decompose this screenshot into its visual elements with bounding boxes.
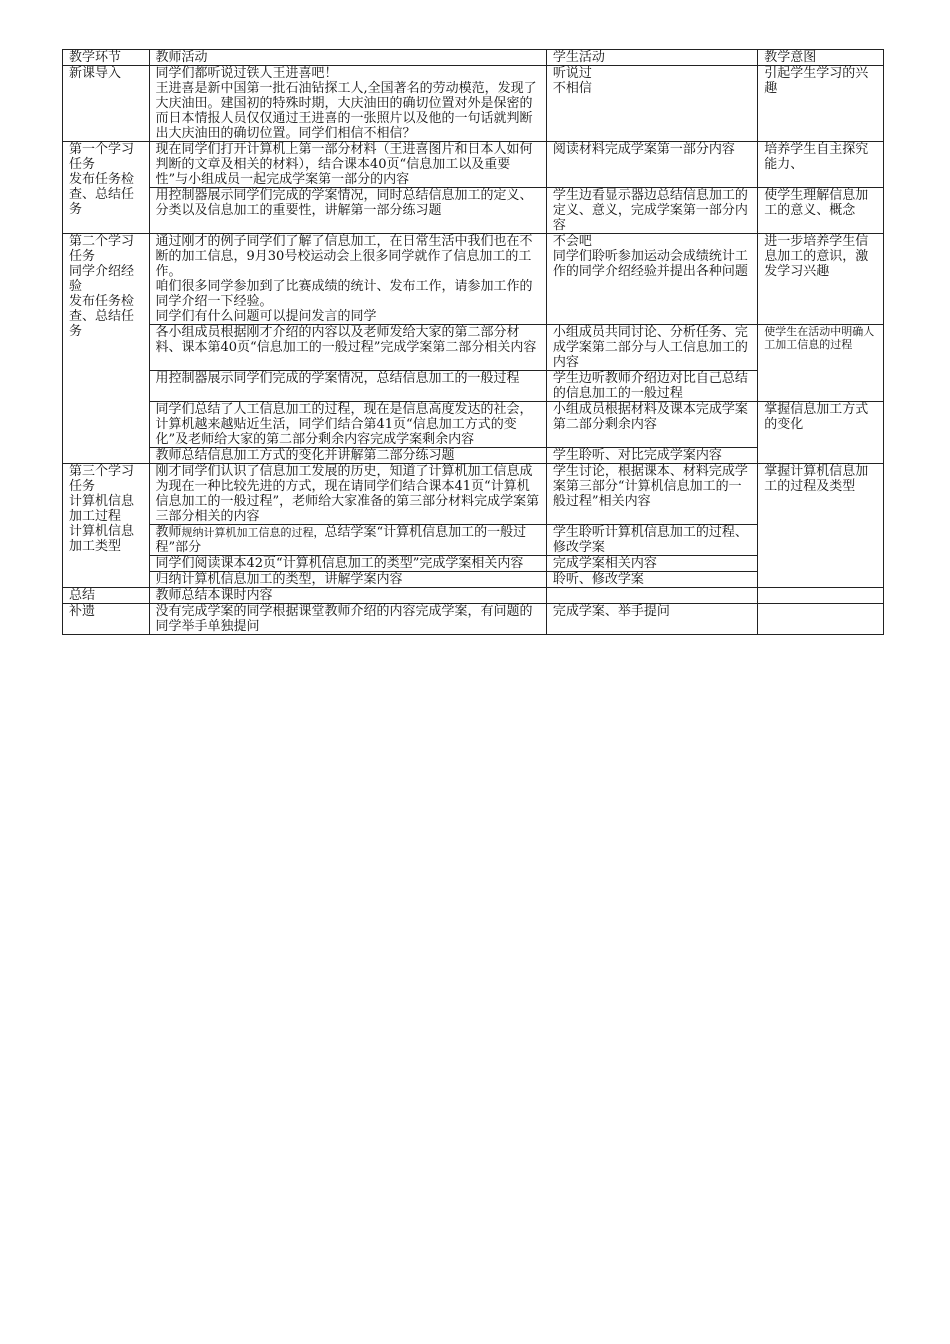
table-row — [63, 66, 884, 142]
teacher-cell: 各小组成员根据刚才介绍的内容以及老师发给大家的第二部分材料、课本第40页“信息加工的一般过程”完成学案第二部分相关内容 — [149, 325, 546, 371]
teacher-cell: 没有完成学案的同学根据课堂教师介绍的内容完成学案，有问题的同学举手单独提问 — [149, 604, 546, 635]
intent-cell — [758, 588, 884, 604]
header-row — [63, 50, 884, 66]
stage-cell: 第一个学习任务 发布任务检查、总结任务 — [63, 142, 150, 234]
intent-cell: 进一步培养学生信息加工的意识，激发学习兴趣 — [758, 234, 884, 325]
table-row — [63, 234, 884, 325]
teacher-text: 总结学案“计算机信息加工的一般过程”部分 — [155, 525, 527, 555]
table-row — [63, 188, 884, 234]
intent-cell: 掌握信息加工方式的变化 — [758, 402, 884, 464]
student-cell: 聆听、修改学案 — [546, 572, 757, 588]
intent-cell: 培养学生自主探究能力、 — [758, 142, 884, 188]
teacher-cell: 同学们总结了人工信息加工的过程，现在是信息高度发达的社会，计算机越来越贴近生活，同学们结合第41页“信息加工方式的变化”及老师给大家的第二部分剩余内容完成学案剩余内容 — [149, 402, 546, 448]
student-cell: 完成学案、举手提问 — [546, 604, 757, 635]
student-cell: 完成学案相关内容 — [546, 556, 757, 572]
teacher-cell: 通过刚才的例子同学们了解了信息加工，在日常生活中我们也在不断的加工信息，9月30号校运动会上很多同学就作了信息加工的工作。 咱们很多同学参加到了比赛成绩的统计、发布工作，请参加工作的同学介绍一下经验。 同学们有什么问题可以提问发言的同学 — [149, 234, 546, 325]
intent-cell: 掌握计算机信息加工的过程及类型 — [758, 464, 884, 588]
student-cell: 听说过 不相信 — [546, 66, 757, 142]
teacher-text: 教师 — [155, 525, 182, 540]
header-teacher: 教师活动 — [149, 50, 546, 66]
student-cell: 小组成员根据材料及课本完成学案第二部分剩余内容 — [546, 402, 757, 448]
intent-cell: 引起学生学习的兴趣 — [758, 66, 884, 142]
student-cell: 学生边听教师介绍边对比自己总结的信息加工的一般过程 — [546, 371, 757, 402]
table-row — [63, 604, 884, 635]
lesson-plan-table — [62, 49, 884, 635]
intent-cell: 使学生理解信息加工的意义、概念 — [758, 188, 884, 234]
student-cell: 学生聆听、对比完成学案内容 — [546, 448, 757, 464]
teacher-cell: 教师总结信息加工方式的变化并讲解第二部分练习题 — [149, 448, 546, 464]
intent-cell: 使学生在活动中明确人工加工信息的过程 — [758, 325, 884, 402]
teacher-cell: 刚才同学们认识了信息加工发展的历史，知道了计算机加工信息成为现在一种比较先进的方式，现在请同学们结合课本41页“计算机信息加工的一般过程”，老师给大家准备的第三部分材料完成学案第三部分相关的内容 — [149, 464, 546, 525]
student-cell: 不会吧 同学们聆听参加运动会成绩统计工作的同学介绍经验并提出各种问题 — [546, 234, 757, 325]
student-cell: 学生边看显示器边总结信息加工的定义、意义，完成学案第一部分内容 — [546, 188, 757, 234]
stage-cell: 新课导入 — [63, 66, 150, 142]
table-row — [63, 325, 884, 371]
teacher-cell: 同学们阅读课本42页“计算机信息加工的类型”完成学案相关内容 — [149, 556, 546, 572]
stage-cell: 第二个学习任务 同学介绍经验 发布任务检查、总结任务 — [63, 234, 150, 464]
header-student: 学生活动 — [546, 50, 757, 66]
table-row — [63, 402, 884, 448]
table-row — [63, 142, 884, 188]
stage-cell: 第三个学习任务 计算机信息加工过程 计算机信息加工类型 — [63, 464, 150, 588]
teacher-cell: 用控制器展示同学们完成的学案情况，同时总结信息加工的定义、分类以及信息加工的重要性，讲解第一部分练习题 — [149, 188, 546, 234]
teacher-text-small: 规纳计算机加工信息的过程， — [181, 526, 325, 539]
teacher-cell: 同学们都听说过铁人王进喜吧！ 王进喜是新中国第一批石油钻探工人,全国著名的劳动模范，发现了大庆油田。建国初的特殊时期，大庆油田的确切位置对外是保密的而日本情报人员仅仅通过王进喜的一张照片以及他的一句话就判断出大庆油田的确切位置。同学们相信不相信？ — [149, 66, 546, 142]
table-row — [63, 464, 884, 525]
teacher-cell: 现在同学们打开计算机上第一部分材料（王进喜图片和日本人如何判断的文章及相关的材料），结合课本40页“信息加工以及重要性”与小组成员一起完成学案第一部分的内容 — [149, 142, 546, 188]
header-intent: 教学意图 — [758, 50, 884, 66]
stage-cell: 总结 — [63, 588, 150, 604]
stage-cell: 补遗 — [63, 604, 150, 635]
teacher-cell: 用控制器展示同学们完成的学案情况，总结信息加工的一般过程 — [149, 371, 546, 402]
student-cell: 小组成员共同讨论、分析任务、完成学案第二部分与人工信息加工的内容 — [546, 325, 757, 371]
student-cell — [546, 588, 757, 604]
student-cell: 学生聆听计算机信息加工的过程、修改学案 — [546, 525, 757, 556]
table-row — [63, 588, 884, 604]
teacher-cell: 归纳计算机信息加工的类型，讲解学案内容 — [149, 572, 546, 588]
teacher-cell: 教师总结本课时内容 — [149, 588, 546, 604]
teacher-cell — [149, 525, 546, 556]
header-stage: 教学环节 — [63, 50, 150, 66]
student-cell: 学生讨论，根据课本、材料完成学案第三部分“计算机信息加工的一般过程”相关内容 — [546, 464, 757, 525]
intent-cell — [758, 604, 884, 635]
student-cell: 阅读材料完成学案第一部分内容 — [546, 142, 757, 188]
